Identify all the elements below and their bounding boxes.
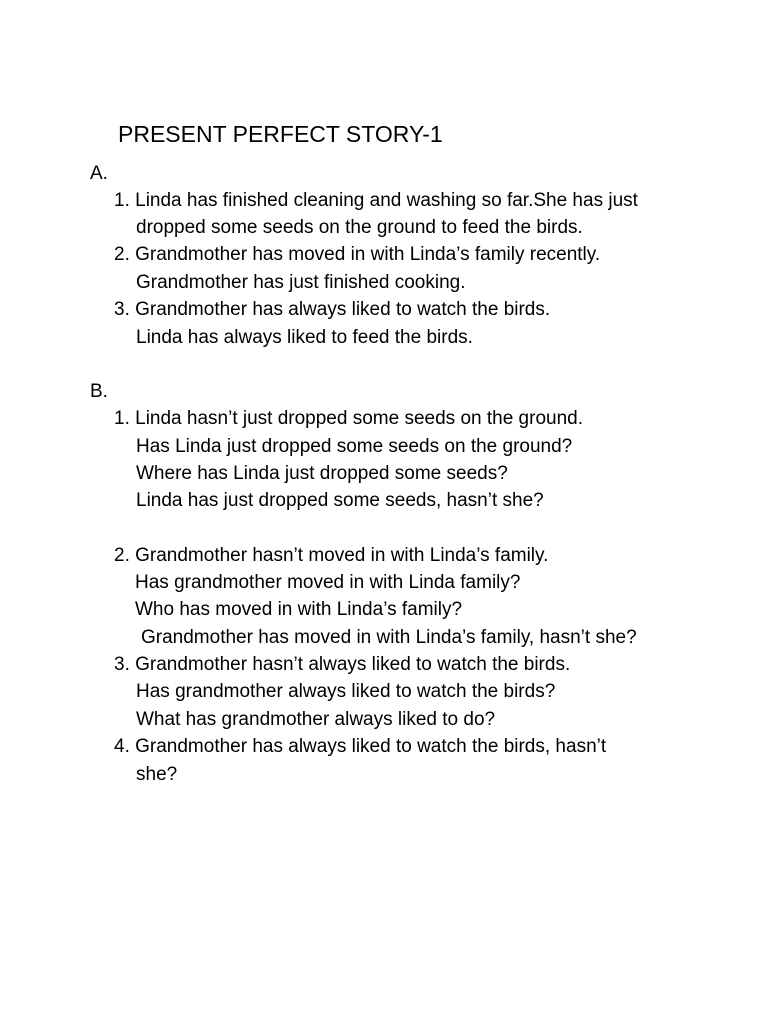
section-a-line: 2. Grandmother has moved in with Linda’s family recently. (114, 244, 601, 265)
section-a-line: dropped some seeds on the ground to feed the birds. (136, 217, 583, 238)
section-b-line: 1. Linda hasn’t just dropped some seeds on the ground. (114, 408, 583, 429)
section-b-line: Who has moved in with Linda’s family? (135, 599, 463, 620)
section-a-line: Linda has always liked to feed the birds. (136, 327, 473, 348)
section-b-line: 3. Grandmother hasn’t always liked to watch the birds. (114, 654, 571, 675)
section-a-line: Grandmother has just finished cooking. (136, 272, 466, 293)
section-b-line: What has grandmother always liked to do? (136, 709, 496, 730)
section-b-line: Has grandmother moved in with Linda family? (135, 572, 521, 593)
section-b-line: 4. Grandmother has always liked to watch the birds, hasn’t (114, 736, 607, 757)
section-b-line: Has Linda just dropped some seeds on the ground? (136, 436, 573, 457)
section-a-line: 1. Linda has finished cleaning and washing so far.She has just (114, 190, 638, 211)
section-b-label: B. (90, 381, 108, 402)
section-b-line: she? (136, 764, 178, 785)
section-a-line: 3. Grandmother has always liked to watch the birds. (114, 299, 551, 320)
section-b-line: Has grandmother always liked to watch the birds? (136, 681, 556, 702)
section-b-line: Where has Linda just dropped some seeds? (136, 463, 508, 484)
section-b-line: Linda has just dropped some seeds, hasn’t she? (136, 490, 544, 511)
section-b-line: 2. Grandmother hasn’t moved in with Linda’s family. (114, 545, 549, 566)
section-b-line: Grandmother has moved in with Linda’s family, hasn’t she? (141, 627, 637, 648)
section-a-label: A. (90, 163, 108, 184)
page-title: PRESENT PERFECT STORY-1 (118, 121, 443, 147)
